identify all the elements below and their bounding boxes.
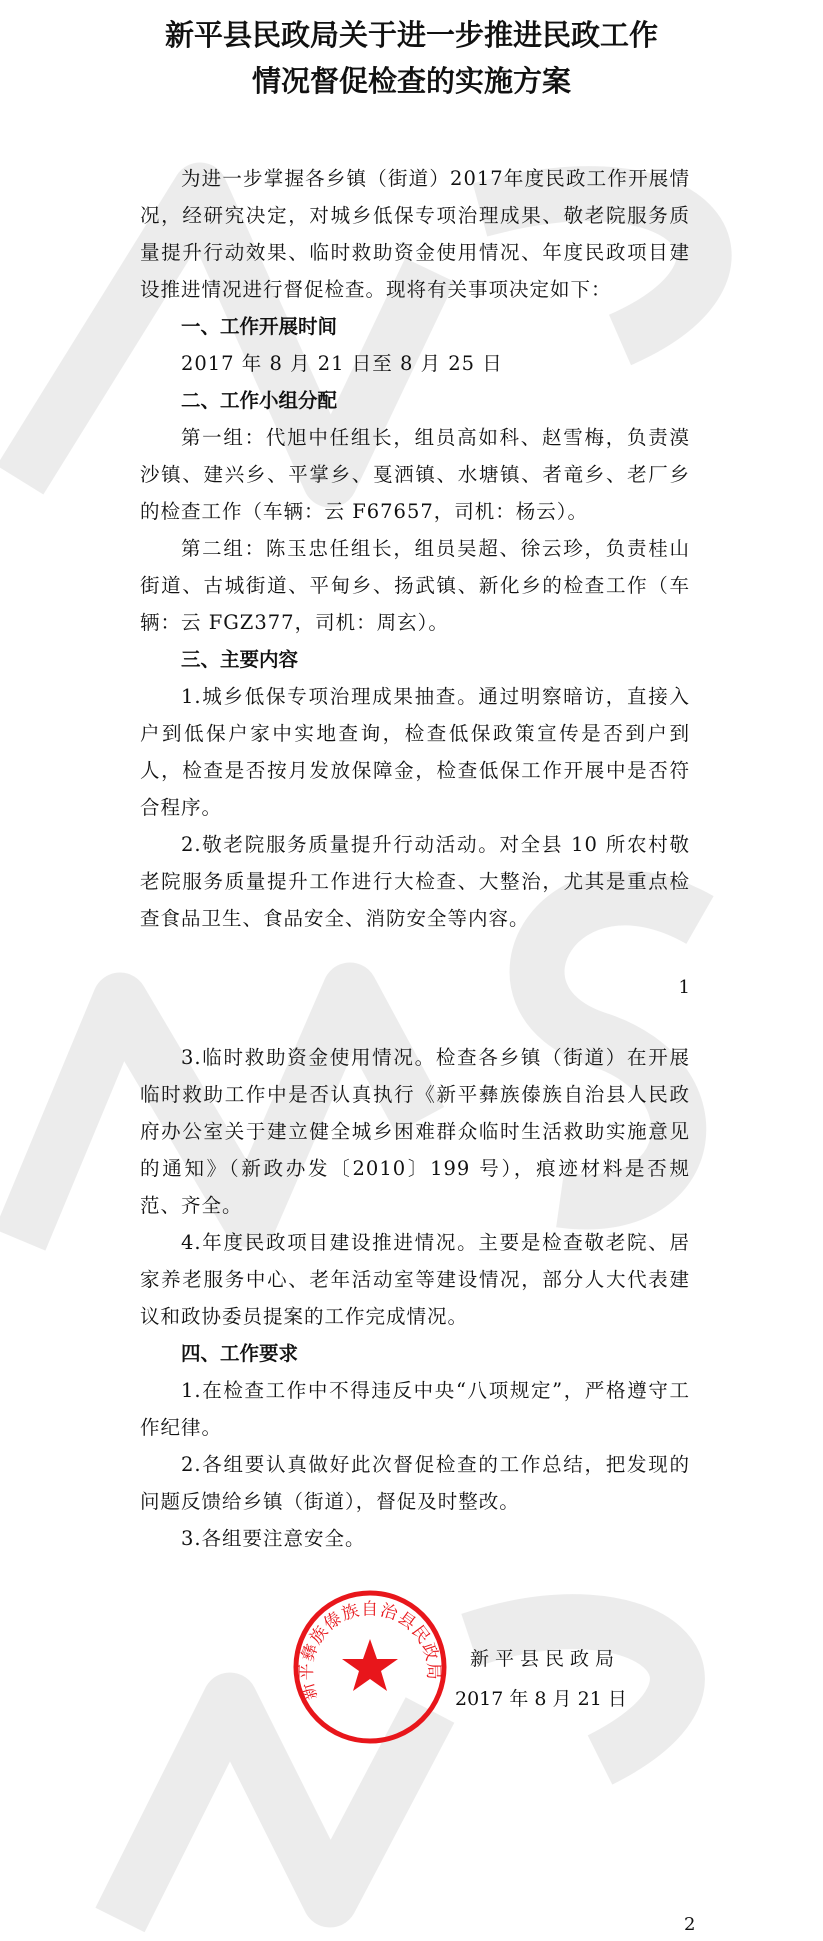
signature-org: 新平县民政局	[470, 1648, 621, 1670]
section1-heading: 一、工作开展时间	[180, 315, 337, 338]
content-item-1: 1.城乡低保专项治理成果抽查。通过明察暗访，直接入户到低保户家中实地查询，检查低保政策宣传是否到户到人，检查是否按月发放保障金，检查低保工作开展中是否符合程序。	[140, 685, 690, 819]
requirement-item-2: 2.各组要认真做好此次督促检查的工作总结，把发现的问题反馈给乡镇（街道），督促及时整改。	[140, 1453, 690, 1513]
page-number: 1	[678, 977, 690, 998]
group1-paragraph: 第一组：代旭中任组长，组员高如科、赵雪梅，负责漠沙镇、建兴乡、平掌乡、戛洒镇、水塘镇、者竜乡、老厂乡的检查工作（车辆：云 F67657，司机：杨云）。	[140, 426, 690, 523]
document-title-line2: 情况督促检查的实施方案	[251, 64, 571, 98]
section3-heading: 三、主要内容	[180, 648, 298, 671]
intro-paragraph: 为进一步掌握各乡镇（街道）2017年度民政工作开展情况，经研究决定，对城乡低保专项治理成果、敬老院服务质量提升行动效果、临时救助资金使用情况、年度民政项目建设推进情况进行督促检查。现将有关事项决定如下：	[140, 167, 690, 301]
group2-paragraph: 第二组：陈玉忠任组长，组员吴超、徐云珍，负责桂山街道、古城街道、平甸乡、扬武镇、新化乡的检查工作（车辆：云 FGZ377，司机：周玄）。	[140, 537, 690, 634]
content-item-3: 3.临时救助资金使用情况。检查各乡镇（街道）在开展临时救助工作中是否认真执行《新平彝族傣族自治县人民政府办公室关于建立健全城乡困难群众临时生活救助实施意见的通知》（新政办发〔2010〕199 号），痕迹材料是否规范、齐全。	[140, 1046, 690, 1217]
content-item-4: 4.年度民政项目建设推进情况。主要是检查敬老院、居家养老服务中心、老年活动室等建设情况，部分人大代表建议和政协委员提案的工作完成情况。	[140, 1231, 690, 1328]
page-break	[140, 937, 690, 1039]
official-seal-icon	[290, 1587, 450, 1747]
requirement-item-3: 3.各组要注意安全。	[180, 1527, 366, 1550]
content-item-2: 2.敬老院服务质量提升行动活动。对全县 10 所农村敬老院服务质量提升工作进行大检查、大整治，尤其是重点检查食品卫生、食品安全、消防安全等内容。	[140, 833, 690, 930]
section2-heading: 二、工作小组分配	[180, 389, 337, 412]
signature-date: 2017 年 8 月 21 日	[455, 1688, 627, 1710]
section4-heading: 四、工作要求	[180, 1342, 298, 1365]
requirement-item-1: 1.在检查工作中不得违反中央“八项规定”，严格遵守工作纪律。	[140, 1379, 690, 1439]
svg-text:新平彝族傣族自治县民政局: 新平彝族傣族自治县民政局	[296, 1599, 444, 1703]
page-number: 2	[684, 1914, 696, 1935]
signature-block	[140, 1587, 690, 1767]
document-body	[140, 160, 690, 1767]
section1-text: 2017 年 8 月 21 日至 8 月 25 日	[180, 352, 503, 375]
document-title-line1: 新平县民政局关于进一步推进民政工作	[164, 18, 658, 52]
